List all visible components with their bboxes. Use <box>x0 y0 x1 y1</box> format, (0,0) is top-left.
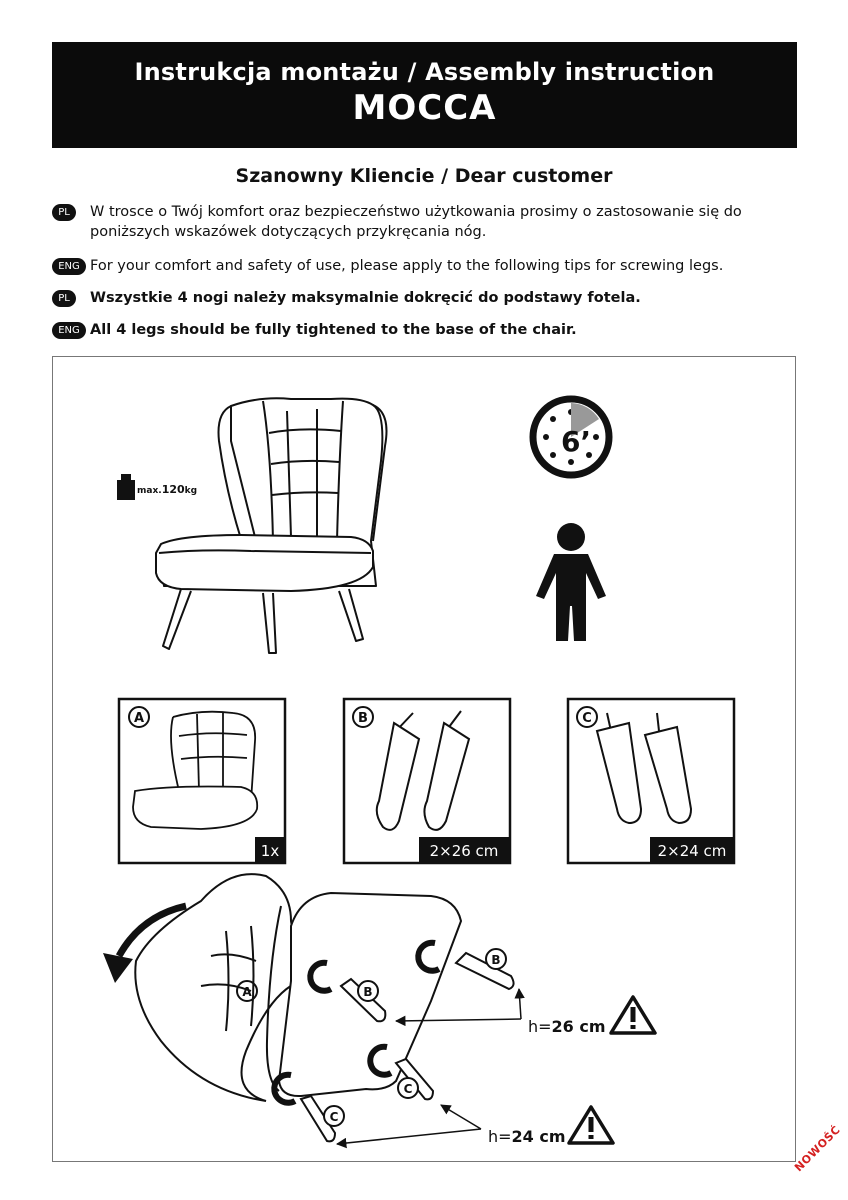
part-quantity: 2×26 cm <box>429 842 499 860</box>
product-name: MOCCA <box>352 88 497 128</box>
paragraph-text: For your comfort and safety of use, please apply to the following tips for screwing legs. <box>90 258 724 274</box>
greeting-heading: Szanowny Kliencie / Dear customer <box>235 165 613 187</box>
lang-badge-eng: ENG <box>52 258 86 275</box>
assembly-label-c: C <box>329 1110 339 1124</box>
weight-icon <box>117 474 135 500</box>
part-c-box <box>568 699 734 863</box>
part-b-box <box>344 699 510 863</box>
part-letter: B <box>358 711 368 726</box>
paragraph-eng-2 <box>52 320 792 342</box>
illustration-panel <box>52 356 796 1162</box>
assembly-label-b: B <box>363 985 373 999</box>
document-title: Instrukcja montażu / Assembly instruction <box>134 58 715 86</box>
warning-icon <box>569 1107 613 1143</box>
header-banner <box>52 42 797 148</box>
paragraph-pl-1 <box>52 202 792 246</box>
height-label-b: h=26 cm <box>528 1017 606 1036</box>
person-icon <box>536 523 606 641</box>
height-pointer-c <box>337 1105 481 1144</box>
paragraph-pl-2 <box>52 288 792 310</box>
paragraph-text: W trosce o Twój komfort oraz bezpieczeństwo użytkowania prosimy o zastosowanie się do poniższych wskazówek dotyczących przykręcania nóg. <box>90 204 742 240</box>
lang-badge-pl: PL <box>52 290 76 307</box>
part-letter: A <box>133 711 145 726</box>
paragraph-text: All 4 legs should be fully tightened to the base of the chair. <box>90 322 577 338</box>
part-quantity: 2×24 cm <box>657 842 727 860</box>
paragraph-text: Wszystkie 4 nogi należy maksymalnie dokręcić do podstawy fotela. <box>90 290 641 306</box>
lang-badge-pl: PL <box>52 204 76 221</box>
part-letter: C <box>582 711 592 726</box>
height-label-c: h=24 cm <box>488 1127 566 1146</box>
weight-limit-label: max.120kg <box>137 483 198 496</box>
lang-badge-eng: ENG <box>52 322 86 339</box>
armchair-drawing <box>156 398 387 653</box>
assembly-time: 6’ <box>560 425 592 458</box>
assembly-label-c: C <box>403 1082 413 1096</box>
warning-icon <box>611 997 655 1033</box>
new-product-stamp: NOWOŚĆ <box>792 1123 843 1175</box>
assembly-label-a: A <box>242 985 252 999</box>
part-quantity: 1x <box>260 842 280 860</box>
assembly-label-b: B <box>491 953 501 967</box>
paragraph-eng-1 <box>52 256 792 278</box>
